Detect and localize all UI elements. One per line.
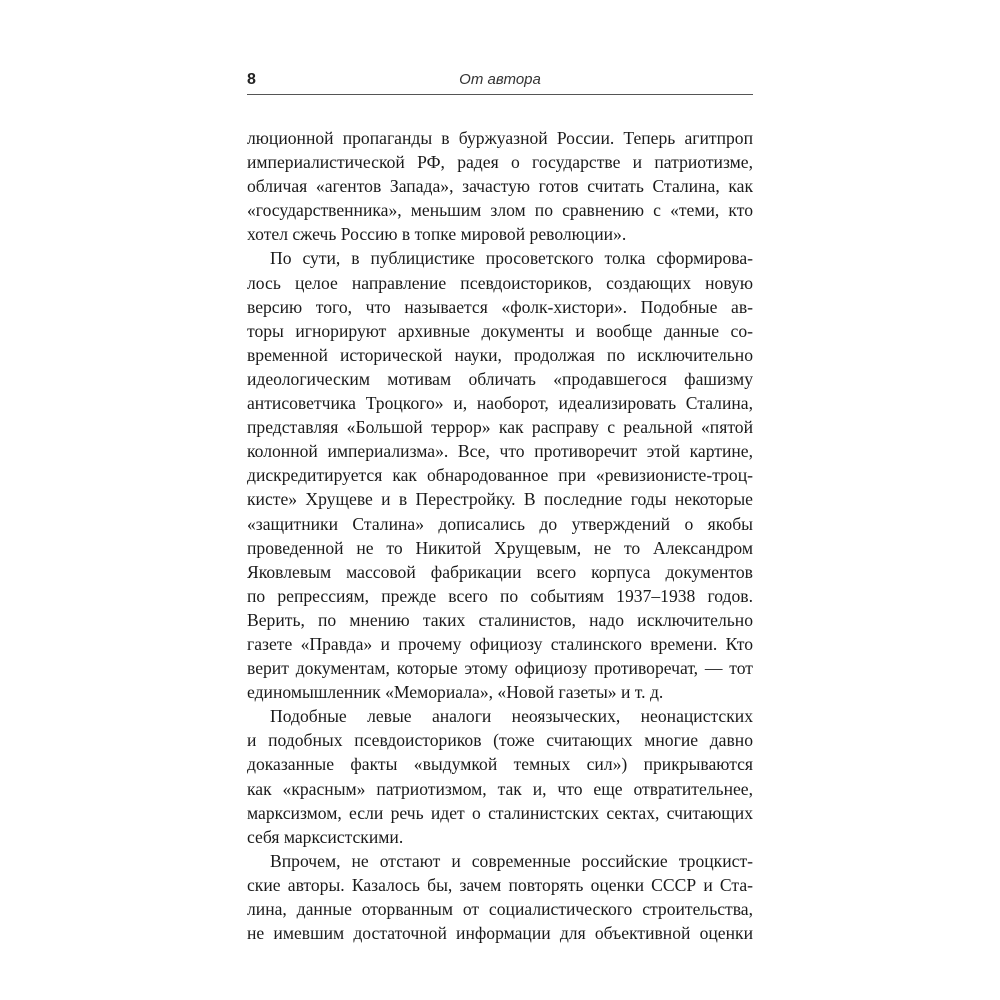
text-line: единомышленник «Мемориала», «Новой газеты» и т. д. <box>247 682 664 703</box>
text-line: верит документам, которые этому официозу противоречат, — тот <box>247 658 753 679</box>
text-line: «защитники Сталина» дописались до утверждений о якобы <box>247 513 753 534</box>
text-line: версию того, что называется «фолк-хистори». Подобные ав- <box>247 296 753 317</box>
text-line: По сути, в публицистике просоветского толка сформирова- <box>270 248 753 269</box>
text-line: проведенной не то Никитой Хрущевым, не то Александром <box>247 537 753 558</box>
text-line: представляя «Большой террор» как расправу с реальной «пятой <box>247 417 753 438</box>
text-line: колонной империализма». Все, что противоречит этой картине, <box>247 441 753 462</box>
paragraph <box>247 704 753 849</box>
text-line: ские авторы. Казалось бы, зачем повторять оценки СССР и Ста- <box>247 874 753 895</box>
body-text <box>247 126 753 945</box>
text-line: антисоветчика Троцкого» и, наоборот, идеализировать Сталина, <box>247 393 753 414</box>
paragraph <box>247 126 753 246</box>
page-number: 8 <box>247 71 256 88</box>
text-line: и подобных псевдоисториков (тоже считающих многие давно <box>247 730 753 751</box>
text-line: лина, данные оторванным от социалистического строительства, <box>247 899 753 919</box>
text-line: Верить, по мнению таких сталинистов, надо исключительно <box>247 609 753 630</box>
text-line: Подобные левые аналоги неоязыческих, неонацистских <box>270 706 753 727</box>
text-line: торы игнорируют архивные документы и вообще данные со- <box>247 320 753 341</box>
text-line: империалистической РФ, радея о государстве и патриотизме, <box>247 152 753 173</box>
text-line: марксизмом, если речь идет о сталинистских сектах, считающих <box>247 802 753 823</box>
page-header <box>247 70 753 94</box>
text-line: доказанные факты «выдумкой темных сил») прикрываются <box>247 754 753 775</box>
text-line: люционной пропаганды в буржуазной России. Теперь агитпроп <box>247 128 753 148</box>
text-line: дискредитируется как обнародованное при «ревизионисте-троц- <box>247 465 753 486</box>
text-line: лось целое направление псевдоисториков, создающих новую <box>247 272 753 293</box>
text-line: идеологическим мотивам обличать «продавшегося фашизму <box>247 368 753 389</box>
text-line: себя марксистскими. <box>247 826 404 847</box>
text-line: Впрочем, не отстают и современные российские троцкист- <box>270 850 753 871</box>
text-line: не имевшим достаточной информации для объективной оценки <box>247 923 753 944</box>
text-line: хотел сжечь Россию в топке мировой революции». <box>247 224 627 245</box>
text-line: «государственника», меньшим злом по сравнению с «теми, кто <box>247 200 753 221</box>
running-title: От автора <box>459 71 541 88</box>
text-line: кисте» Хрущеве и в Перестройку. В последние годы некоторые <box>247 489 753 510</box>
text-line: газете «Правда» и прочему официозу сталинского времени. Кто <box>247 633 753 654</box>
text-line: обличая «агентов Запада», зачастую готов считать Сталина, как <box>247 176 753 197</box>
header-divider <box>247 94 753 95</box>
text-line: Яковлевым массовой фабрикации всего корпуса документов <box>247 561 753 582</box>
text-line: как «красным» патриотизмом, так и, что еще отвратительнее, <box>247 778 753 799</box>
paragraph <box>247 849 753 945</box>
text-line: временной исторической науки, продолжая по исключительно <box>247 344 753 365</box>
text-line: по репрессиям, прежде всего по событиям 1937–1938 годов. <box>247 585 753 606</box>
paragraph <box>247 246 753 704</box>
